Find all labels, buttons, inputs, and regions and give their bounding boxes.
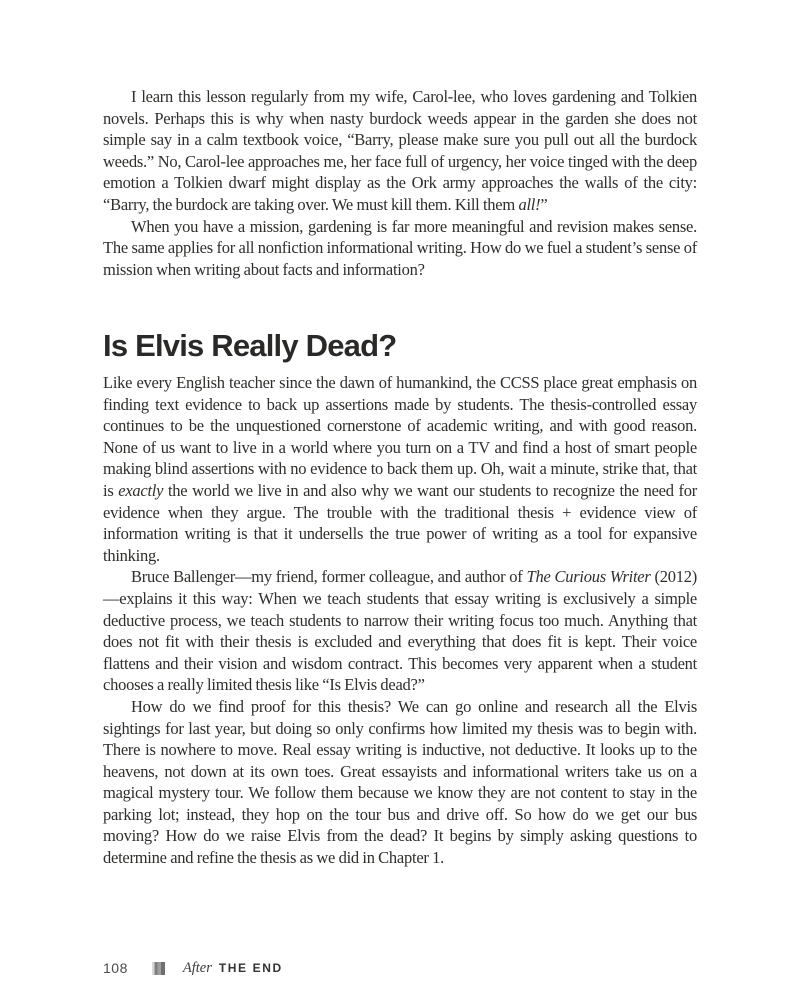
text-run: the world we live in and also why we want our students to recognize the need for evidence when they argue. The trouble with the traditional thesis + evidence view of information writing is that it undersells the true power of writing as a tool for expansive thinking. [103, 480, 697, 565]
paragraph [103, 372, 697, 566]
text-run: I learn this lesson regularly from my wife, Carol-lee, who loves gardening and Tolkien novels. Perhaps this is why when nasty burdock weeds appear in the garden she does not simple say in a calm textbook voice, “Barry, please make sure you pull out all the burdock weeds.” No, Carol-lee approaches me, her face full of urgency, her voice tinged with the deep emotion a Tolkien dwarf might display as the Ork army approaches the walls of the city: “Barry, the burdock are taking over. We must kill them. Kill them [103, 87, 697, 214]
paragraph [103, 216, 697, 281]
text-run: (2012)—explains it this way: When we teach students that essay writing is exclusively a simple deductive process, we teach students to narrow their writing focus too much. Anything that does not fit with their thesis is excluded and everything that does fit is kept. Their voice flattens and their vision and wisdom contract. This becomes very apparent when a student chooses a really limited thesis like “Is Elvis dead?” [103, 567, 697, 695]
text-run: How do we find proof for this thesis? We can go online and research all the Elvis sightings for last year, but doing so only confirms how limited my thesis was to begin with. There is nowhere to move. Real essay writing is inductive, not deductive. It looks up to the heavens, not down at its own toes. Great essayists and informational writers take us on a magical mystery tour. We follow them because we know they are not content to stay in the parking lot; instead, they hop on the tour bus and drive off. So how do we get our bus moving? How do we raise Elvis from the dead? It begins by simply asking questions to determine and refine the thesis as we did in Chapter 1. [103, 696, 697, 868]
intro-paragraphs [103, 86, 697, 280]
page-number: 108 [103, 960, 128, 976]
text-run: all! [518, 194, 541, 214]
paragraph [103, 86, 697, 216]
paragraph [103, 566, 697, 696]
text-run: When you have a mission, gardening is far more meaningful and revision makes sense. The same applies for all nonfiction informational writing. How do we fuel a student’s sense of mission when writing about facts and information? [103, 216, 697, 279]
section-heading: Is Elvis Really Dead? [103, 328, 397, 363]
section-paragraphs [103, 372, 697, 869]
text-run: Bruce Ballenger—my friend, former colleague, and author of [131, 567, 527, 587]
text-run: Like every English teacher since the dawn of humankind, the CCSS place great emphasis on finding text evidence to back up assertions made by students. The thesis-controlled essay continues to be the unquestioned cornerstone of academic writing, and with good reason. None of us want to live in a world where you turn on a TV and find a host of smart people making blind assertions with no evidence to back them up. Oh, wait a minute, strike that, that is [103, 373, 697, 500]
paragraph [103, 696, 697, 869]
book-title: THE END [218, 961, 283, 975]
text-run: ” [540, 194, 548, 214]
chapter-label: After [182, 959, 212, 976]
text-run: The Curious Writer [526, 567, 651, 587]
text-run: exactly [118, 480, 164, 500]
page-footer [103, 959, 283, 977]
striped-square-icon [152, 962, 165, 975]
